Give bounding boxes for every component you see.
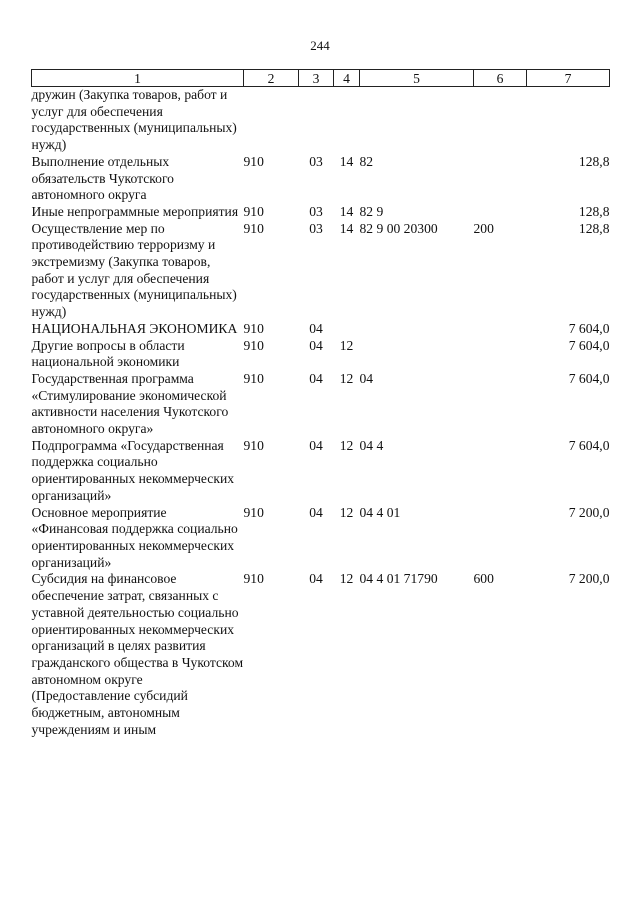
cell-subsection [334,87,360,154]
cell-section: 04 [309,437,323,453]
cell-section: 04 [309,571,323,587]
cell-section [299,87,334,154]
cell-name: Выполнение отдельных обязательств Чукотского автономного округа [31,153,174,203]
cell-target-article: 04 4 01 [359,504,401,520]
cell-expense-type: 600 [473,571,494,587]
cell-section: 04 [309,320,323,336]
cell-ministry-code: 910 [243,203,264,219]
cell-expense-type [474,505,527,572]
cell-ministry-code [244,87,299,154]
cell-amount: 7 604,0 [568,320,610,336]
cell-name: дружин (Закупка товаров, работ и услуг для обеспечения государственных (муниципальных) нужд) [31,87,237,153]
cell-ministry-code: 910 [243,320,264,336]
cell-amount: 7 604,0 [568,370,610,386]
cell-expense-type [474,438,527,505]
cell-ministry-code: 910 [243,571,264,587]
table-row [32,204,610,221]
cell-subsection: 12 [339,504,354,520]
cell-expense-type: 200 [473,220,494,236]
cell-amount: 7 604,0 [568,337,610,353]
cell-section: 04 [309,370,323,386]
cell-ministry-code: 910 [243,504,264,520]
cell-name: Иные непрограммные мероприятия [31,203,239,219]
cell-name: Осуществление мер по противодействию терроризму и экстремизму (Закупка товаров, работ и услуг для обеспечения государственных (муниципальных) нужд) [31,220,237,320]
cell-subsection: 12 [339,370,354,386]
cell-section: 04 [309,504,323,520]
table-row [32,371,610,438]
cell-amount [527,87,610,154]
cell-amount: 128,8 [578,153,610,169]
table-row [32,221,610,321]
table-body [32,87,610,739]
cell-name: Государственная программа «Стимулирование экономической активности населения Чукотского автономного округа» [31,370,229,437]
cell-ministry-code: 910 [243,337,264,353]
table-row [32,438,610,505]
cell-target-article [360,321,474,338]
table-row [32,321,610,338]
cell-ministry-code: 910 [243,220,264,236]
cell-name: Основное мероприятие «Финансовая поддержка социально ориентированных некоммерческих организаций» [31,504,238,570]
cell-subsection: 12 [339,337,354,353]
cell-target-article: 04 4 [359,437,384,453]
cell-name: Другие вопросы в области национальной экономики [31,337,185,370]
cell-amount: 128,8 [578,220,610,236]
cell-name: Субсидия на финансовое обеспечение затрат, связанных с уставной деятельностью социально ориентированных некоммерческих организаций в целях развития гражданского общества в Чукотском автономном округе (Предоставление субсидий бюджетным, автономным учреждениям и иным [31,571,244,737]
cell-expense-type [474,87,527,154]
cell-target-article [360,87,474,154]
cell-target-article: 04 4 01 71790 [359,571,438,587]
table-row [32,87,610,154]
column-header-4: 4 [334,70,360,87]
cell-subsection: 14 [339,153,354,169]
column-header-2: 2 [244,70,299,87]
cell-expense-type [474,154,527,204]
cell-section: 03 [309,203,323,219]
cell-ministry-code: 910 [243,153,264,169]
cell-subsection: 14 [339,220,354,236]
table-header-row [32,70,610,87]
column-header-3: 3 [299,70,334,87]
cell-name: Подпрограмма «Государственная поддержка социально ориентированных некоммерческих организаций» [31,437,235,503]
cell-subsection [334,321,360,338]
cell-expense-type [474,338,527,371]
cell-section: 03 [309,153,323,169]
column-header-5: 5 [360,70,474,87]
budget-table [31,69,610,738]
column-header-1: 1 [32,70,244,87]
column-header-6: 6 [474,70,527,87]
page-number: 244 [310,38,330,53]
cell-expense-type [474,371,527,438]
cell-expense-type [474,321,527,338]
cell-ministry-code: 910 [243,370,264,386]
cell-target-article [360,338,474,371]
column-header-7: 7 [527,70,610,87]
cell-section: 03 [309,220,323,236]
cell-expense-type [474,204,527,221]
cell-name: НАЦИОНАЛЬНАЯ ЭКОНОМИКА [31,320,238,336]
cell-ministry-code: 910 [243,437,264,453]
cell-subsection: 14 [339,203,354,219]
cell-target-article: 82 [359,153,374,169]
table-row [32,338,610,371]
cell-subsection: 12 [339,437,354,453]
cell-amount: 128,8 [578,203,610,219]
cell-section: 04 [309,337,323,353]
cell-target-article: 04 [359,370,374,386]
cell-subsection: 12 [339,571,354,587]
cell-amount: 7 604,0 [568,437,610,453]
cell-amount: 7 200,0 [568,504,610,520]
table-row [32,154,610,204]
table-row [32,571,610,738]
cell-target-article: 82 9 00 20300 [359,220,438,236]
table-row [32,505,610,572]
cell-target-article: 82 9 [359,203,384,219]
cell-amount: 7 200,0 [568,571,610,587]
